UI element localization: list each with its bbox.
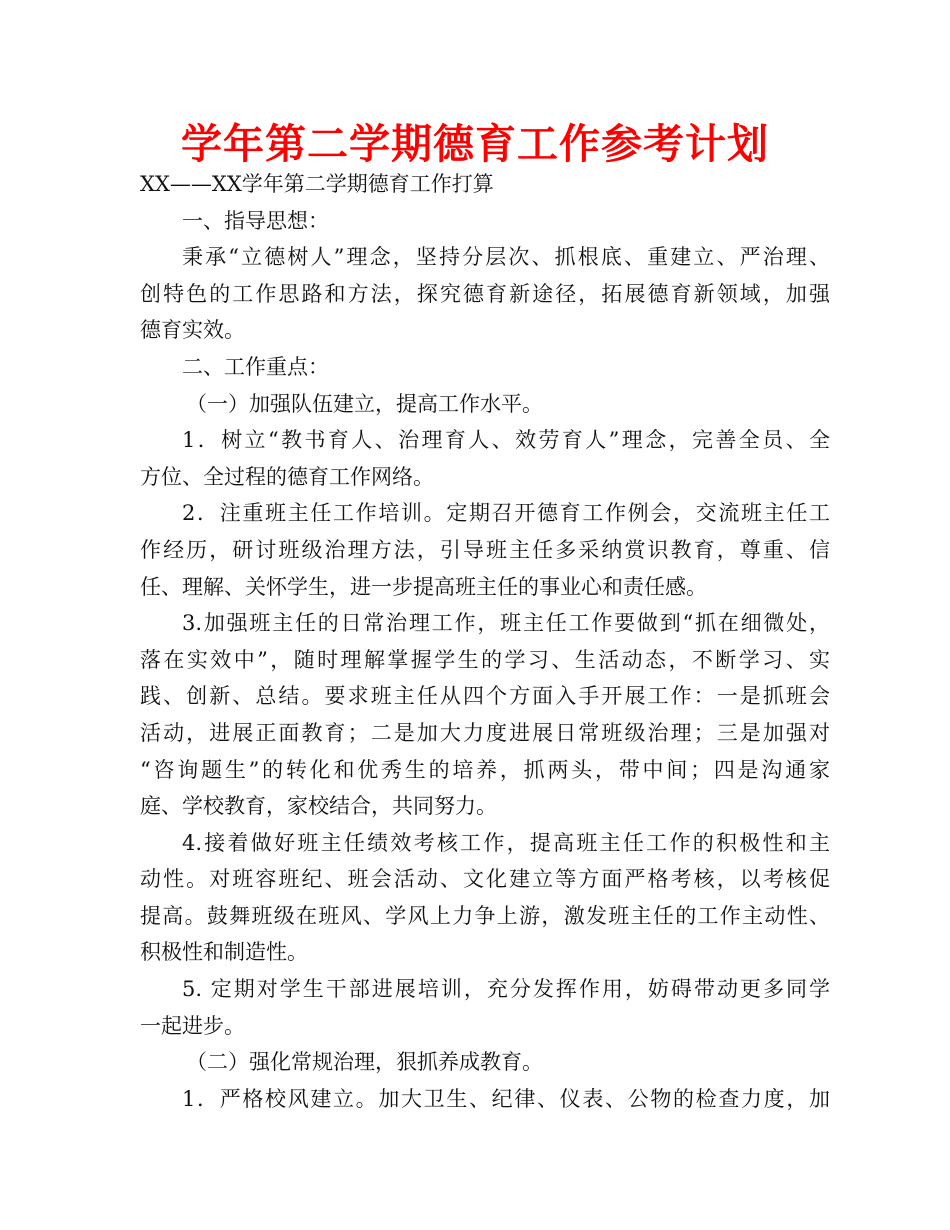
paragraph-line: 积极性和制造性。: [140, 940, 308, 965]
paragraph-line: 践、创新、总结。要求班主任从四个方面入手开展工作：一是抓班会: [140, 684, 830, 709]
paragraph-line: 3.加强班主任的日常治理工作，班主任工作要做到“抓在细微处，: [182, 611, 830, 636]
paragraph-line: 庭、学校教育，家校结合，共同努力。: [140, 794, 497, 819]
section-heading: 一、指导思想：: [182, 208, 329, 233]
paragraph-line: 作经历，研讨班级治理方法，引导班主任多采纳赏识教育，尊重、信: [140, 537, 830, 562]
paragraph-line: 2．注重班主任工作培训。定期召开德育工作例会，交流班主任工: [182, 501, 830, 526]
subsection-heading: （二）强化常规治理，狠抓养成教育。: [186, 1050, 543, 1075]
paragraph-line: 秉承“立德树人”理念，坚持分层次、抓根底、重建立、严治理、: [182, 245, 830, 270]
document-title: 学年第二学期德育工作参考计划: [181, 120, 769, 168]
paragraph-line: 1．严格校风建立。加大卫生、纪律、仪表、公物的检查力度，加: [182, 1086, 830, 1111]
paragraph-line: “咨询题生”的转化和优秀生的培养，抓两头，带中间；四是沟通家: [140, 757, 830, 782]
paragraph-line: 4.接着做好班主任绩效考核工作，提高班主任工作的积极性和主: [182, 830, 830, 855]
paragraph-line: 动性。对班容班纪、班会活动、文化建立等方面严格考核，以考核促: [140, 867, 830, 892]
subsection-heading: （一）加强队伍建立，提高工作水平。: [186, 391, 543, 416]
paragraph-line: 提高。鼓舞班级在班风、学风上力争上游，激发班主任的工作主动性、: [140, 903, 830, 928]
paragraph-line: 一起进步。: [140, 1013, 245, 1038]
paragraph-line: 任、理解、关怀学生，进一步提高班主任的事业心和责任感。: [140, 574, 707, 599]
document-body: [140, 166, 830, 1117]
paragraph-line: 落在实效中”，随时理解掌握学生的学习、生活动态，不断学习、实: [140, 647, 830, 672]
subtitle-line: XX——XX学年第二学期德育工作打算: [140, 172, 494, 196]
paragraph-line: 活动，进展正面教育；二是加大力度进展日常班级治理；三是加强对: [140, 720, 830, 745]
section-heading: 二、工作重点：: [182, 354, 329, 379]
paragraph-line: 5. 定期对学生干部进展培训，充分发挥作用，妨碍带动更多同学: [182, 977, 830, 1002]
paragraph-line: 创特色的工作思路和方法，探究德育新途径，拓展德育新领域，加强: [140, 281, 830, 306]
paragraph-line: 1．树立“教书育人、治理育人、效劳育人”理念，完善全员、全: [182, 428, 830, 453]
paragraph-line: 德育实效。: [140, 318, 245, 343]
paragraph-line: 方位、全过程的德育工作网络。: [140, 464, 434, 489]
